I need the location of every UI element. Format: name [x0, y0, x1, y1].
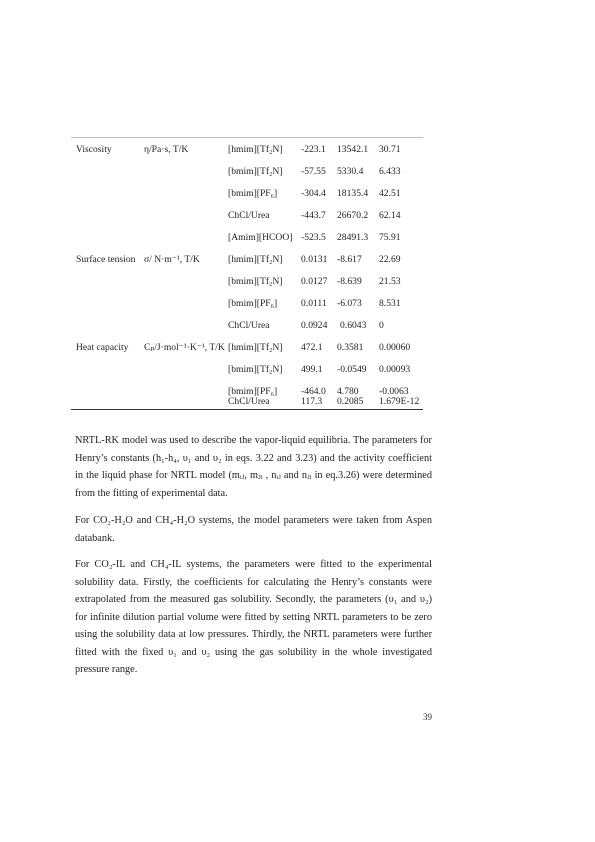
- paragraph-aspen-databank: For CO₂-H₂O and CH₄-H₂O systems, the model parameters were taken from Aspen databank.: [75, 515, 432, 544]
- value-cell: 62.14: [379, 210, 401, 221]
- value-cell: -8.639: [337, 276, 362, 287]
- value-cell: -223.1: [301, 144, 326, 155]
- value-cell: 117.3: [301, 396, 323, 407]
- compound-cell: [Amim][HCOO]: [228, 232, 293, 243]
- value-cell: 499.1: [301, 364, 323, 375]
- compound-cell: ChCl/Urea: [228, 210, 270, 221]
- value-cell: 0.0127: [301, 276, 328, 287]
- compound-cell: [hmim][Tf₂N]: [228, 254, 283, 265]
- compound-cell: ChCl/Urea: [228, 396, 270, 407]
- value-cell: 8.531: [379, 298, 401, 309]
- compound-cell: [bmim][Tf₂N]: [228, 364, 283, 375]
- value-cell: 6.433: [379, 166, 401, 177]
- unit-cell: σ/ N·m⁻¹, T/K: [144, 254, 200, 265]
- property-cell: Viscosity: [76, 144, 112, 155]
- value-cell: 0.00060: [379, 342, 411, 353]
- value-cell: 21.53: [379, 276, 401, 287]
- compound-cell: [bmim][Tf₂N]: [228, 166, 283, 177]
- value-cell: 0.0111: [301, 298, 327, 309]
- value-cell: -304.4: [301, 188, 326, 199]
- value-cell: 4.780: [337, 386, 359, 397]
- value-cell: 0.3581: [337, 342, 364, 353]
- value-cell: 0.6043: [340, 320, 367, 331]
- value-cell: 30.71: [379, 144, 401, 155]
- compound-cell: [bmim][Tf₂N]: [228, 276, 283, 287]
- value-cell: 0: [379, 320, 384, 331]
- value-cell: -8.617: [337, 254, 362, 265]
- value-cell: -523.5: [301, 232, 326, 243]
- property-cell: Surface tension: [76, 254, 136, 265]
- compound-cell: [hmim][Tf₂N]: [228, 144, 283, 155]
- value-cell: 0.2085: [337, 396, 364, 407]
- value-cell: 13542.1: [337, 144, 369, 155]
- value-cell: -443.7: [301, 210, 326, 221]
- value-cell: -0.0549: [337, 364, 367, 375]
- value-cell: -6.073: [337, 298, 362, 309]
- table-bottom-rule: [71, 409, 423, 410]
- value-cell: 0.0924: [301, 320, 328, 331]
- unit-cell: Cₚ/J·mol⁻¹·K⁻¹, T/K: [144, 342, 225, 353]
- value-cell: 42.51: [379, 188, 401, 199]
- value-cell: 22.69: [379, 254, 401, 265]
- compound-cell: [hmim][Tf₂N]: [228, 342, 283, 353]
- paragraph-nrtl-rk: NRTL-RK model was used to describe the vapor-liquid equilibria. The parameters for Henry’s constants (h₁-h₄, υ₁ and υ₂ in eqs. 3.22 and 3.23) and the activity coefficient in the liquid phase for NRTL model (mᵢⱼ, mⱼᵢ , nᵢⱼ and nⱼᵢ in eq.3.26) were determined from the fitting of experimental data.: [75, 435, 432, 499]
- value-cell: -0.0063: [379, 386, 409, 397]
- value-cell: -57.55: [301, 166, 326, 177]
- compound-cell: ChCl/Urea: [228, 320, 270, 331]
- page-number: 39: [423, 712, 432, 722]
- property-cell: Heat capacity: [76, 342, 129, 353]
- paragraph-parameter-fitting: For CO₂-IL and CH₄-IL systems, the parameters were fitted to the experimental solubility data. Firstly, the coefficients for calculating the Henry’s constants were extrapolated from the measured gas solubility. Secondly, the parameters (υ₁ and υ₂) for infinite dilution partial volume were fitted by setting NRTL parameters to be zero using the solubility data at low pressures. Thirdly, the NRTL parameters were further fitted with the fixed υ₁ and υ₂ using the gas solubility in the whole investigated pressure range.: [75, 559, 432, 675]
- compound-cell: [bmim][PF₆]: [228, 298, 278, 309]
- value-cell: 0.0131: [301, 254, 328, 265]
- value-cell: 28491.3: [337, 232, 369, 243]
- compound-cell: [bmim][PF₆]: [228, 188, 278, 199]
- value-cell: -464.0: [301, 386, 326, 397]
- value-cell: 1.679E-12: [379, 396, 420, 407]
- parameter-table: [0, 0, 595, 420]
- value-cell: 26670.2: [337, 210, 369, 221]
- value-cell: 75.91: [379, 232, 401, 243]
- value-cell: 0.00093: [379, 364, 411, 375]
- value-cell: 472.1: [301, 342, 323, 353]
- value-cell: 18135.4: [337, 188, 369, 199]
- unit-cell: η/Pa·s, T/K: [144, 144, 189, 155]
- compound-cell: [bmim][PF₆]: [228, 386, 278, 397]
- value-cell: 5330.4: [337, 166, 364, 177]
